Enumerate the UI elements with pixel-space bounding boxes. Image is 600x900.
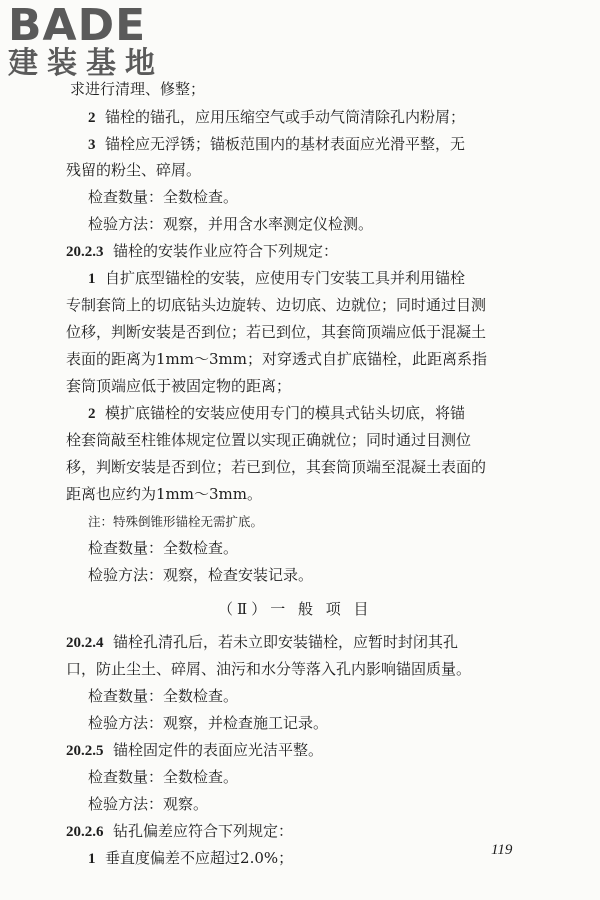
- text-line: 口，防止尘土、碎屑、油污和水分等落入孔内影响锚固质量。: [66, 660, 472, 678]
- inspection-quantity-line: 检查数量：全数检查。: [88, 687, 239, 705]
- clause-heading: 20.2.6 钻孔偏差应符合下列规定：: [66, 822, 294, 840]
- list-item-line: 1 自扩底型锚栓的安装，应使用专门安装工具并利用锚栓: [88, 269, 466, 287]
- bade-watermark-logo: [8, 0, 164, 81]
- inspection-method-line: 检验方法：观察，并用含水率测定仪检测。: [88, 215, 374, 233]
- clause-heading: 20.2.3 锚栓的安装作业应符合下列规定：: [66, 242, 339, 260]
- page-number: 119: [491, 842, 513, 858]
- list-item-line: 2 锚栓的锚孔，应用压缩空气或手动气筒清除孔内粉屑；: [88, 108, 466, 126]
- text-line: 栓套筒敲至柱锥体规定位置以实现正确就位；同时通过目测位: [66, 431, 472, 449]
- clause-heading: 20.2.5 锚栓固定件的表面应光洁平整。: [66, 741, 324, 759]
- text-line: 求进行清理、修整；: [70, 80, 206, 98]
- text-line: 位移，判断安装是否到位；若已到位，其套筒顶端应低于混凝土: [66, 323, 487, 341]
- text-line: 表面的距离为1mm～3mm；对穿透式自扩底锚栓，此距离系指: [66, 350, 487, 368]
- section-heading: （Ⅱ）一 般 项 目: [218, 600, 373, 618]
- text-line: 移，判断安装是否到位；若已到位，其套筒顶端至混凝土表面的: [66, 458, 487, 476]
- inspection-quantity-line: 检查数量：全数检查。: [88, 539, 239, 557]
- note-line: 注：特殊倒锥形锚栓无需扩底。: [88, 514, 264, 529]
- clause-heading: 20.2.4 锚栓孔清孔后，若未立即安装锚栓，应暂时封闭其孔: [66, 633, 459, 651]
- list-item-line: 3 锚栓应无浮锈；锚板范围内的基材表面应光滑平整，无: [88, 135, 466, 153]
- list-item-line: 1 垂直度偏差不应超过2.0%；: [88, 849, 294, 867]
- logo-subtitle-text: 建装基地: [8, 46, 164, 81]
- text-line: 专制套筒上的切底钻头边旋转、边切底、边就位；同时通过目测: [66, 296, 487, 314]
- inspection-quantity-line: 检查数量：全数检查。: [88, 188, 239, 206]
- list-item-line: 2 模扩底锚栓的安装应使用专门的模具式钻头切底，将锚: [88, 404, 466, 422]
- inspection-method-line: 检验方法：观察，并检查施工记录。: [88, 714, 329, 732]
- text-line: 套筒顶端应低于被固定物的距离；: [66, 377, 292, 395]
- inspection-method-line: 检验方法：观察。: [88, 795, 209, 813]
- inspection-method-line: 检验方法：观察，检查安装记录。: [88, 566, 314, 584]
- text-line: 距离也应约为1mm～3mm。: [66, 485, 262, 503]
- inspection-quantity-line: 检查数量：全数检查。: [88, 768, 239, 786]
- text-line: 残留的粉尘、碎屑。: [66, 161, 202, 179]
- logo-brand-text: BADE: [8, 0, 147, 51]
